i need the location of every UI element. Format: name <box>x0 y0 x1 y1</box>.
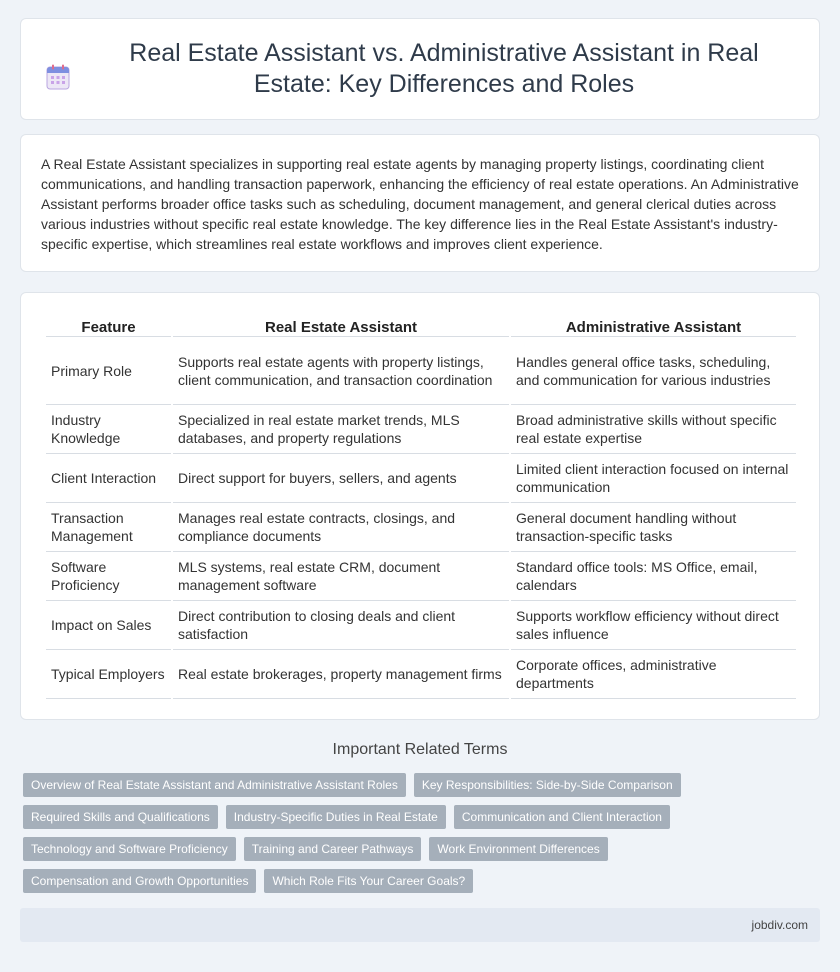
related-term-tag[interactable]: Compensation and Growth Opportunities <box>23 869 256 893</box>
header-real-estate-assistant: Real Estate Assistant <box>173 313 509 337</box>
table-row <box>46 454 796 503</box>
real-estate-cell: Direct contribution to closing deals and client satisfaction <box>173 601 509 650</box>
related-term-tag[interactable]: Industry-Specific Duties in Real Estate <box>226 805 446 829</box>
related-terms-title: Important Related Terms <box>332 741 508 758</box>
header-administrative-assistant: Administrative Assistant <box>511 313 796 337</box>
feature-cell: Client Interaction <box>46 454 171 503</box>
admin-cell: Supports workflow efficiency without direct sales influence <box>511 601 796 650</box>
feature-cell: Typical Employers <box>46 650 171 699</box>
related-term-tag[interactable]: Which Role Fits Your Career Goals? <box>264 869 473 893</box>
related-term-tag[interactable]: Overview of Real Estate Assistant and Administrative Assistant Roles <box>23 773 406 797</box>
admin-cell: Handles general office tasks, scheduling, and communication for various industries <box>511 337 796 405</box>
comparison-card <box>20 292 820 720</box>
related-term-tag[interactable]: Communication and Client Interaction <box>454 805 670 829</box>
admin-cell: Standard office tools: MS Office, email, calendars <box>511 552 796 601</box>
header-feature: Feature <box>46 313 171 337</box>
feature-cell: Impact on Sales <box>46 601 171 650</box>
table-row <box>46 503 796 552</box>
table-row <box>46 650 796 699</box>
intro-text: A Real Estate Assistant specializes in supporting real estate agents by managing property listings, coordinating client communications, and handling transaction paperwork, enhancing the efficiency of real estate operations. An Administrative Assistant performs broader office tasks such as scheduling, document management, and general clerical duties across various industries without specific real estate knowledge. The key difference lies in the Real Estate Assistant's industry-specific expertise, which streamlines real estate workflows and improves client experience. <box>41 156 799 252</box>
related-term-tag[interactable]: Required Skills and Qualifications <box>23 805 218 829</box>
table-row <box>46 601 796 650</box>
table-row <box>46 552 796 601</box>
real-estate-cell: Real estate brokerages, property management firms <box>173 650 509 699</box>
related-term-tag[interactable]: Training and Career Pathways <box>244 837 422 861</box>
real-estate-cell: Supports real estate agents with property listings, client communication, and transaction coordination <box>173 337 509 405</box>
table-row <box>46 337 796 405</box>
footer <box>20 908 820 942</box>
related-term-tag[interactable]: Work Environment Differences <box>429 837 607 861</box>
calendar-icon <box>46 64 70 90</box>
table-header-row <box>46 313 796 337</box>
feature-cell: Industry Knowledge <box>46 405 171 454</box>
admin-cell: Limited client interaction focused on internal communication <box>511 454 796 503</box>
feature-cell: Transaction Management <box>46 503 171 552</box>
feature-cell: Software Proficiency <box>46 552 171 601</box>
admin-cell: General document handling without transaction-specific tasks <box>511 503 796 552</box>
related-term-tag[interactable]: Key Responsibilities: Side-by-Side Comparison <box>414 773 681 797</box>
footer-site[interactable]: jobdiv.com <box>751 918 808 932</box>
related-term-tag[interactable]: Technology and Software Proficiency <box>23 837 236 861</box>
header-card <box>20 18 820 120</box>
intro-card <box>20 134 820 272</box>
real-estate-cell: Manages real estate contracts, closings, and compliance documents <box>173 503 509 552</box>
comparison-table <box>44 313 798 699</box>
real-estate-cell: Specialized in real estate market trends, MLS databases, and property regulations <box>173 405 509 454</box>
real-estate-cell: Direct support for buyers, sellers, and agents <box>173 454 509 503</box>
page-title: Real Estate Assistant vs. Administrative Assistant in Real Estate: Key Differences and Roles <box>129 39 759 98</box>
admin-cell: Corporate offices, administrative departments <box>511 650 796 699</box>
feature-cell: Primary Role <box>46 337 171 405</box>
related-terms-list <box>23 773 813 901</box>
admin-cell: Broad administrative skills without specific real estate expertise <box>511 405 796 454</box>
real-estate-cell: MLS systems, real estate CRM, document management software <box>173 552 509 601</box>
table-row <box>46 405 796 454</box>
